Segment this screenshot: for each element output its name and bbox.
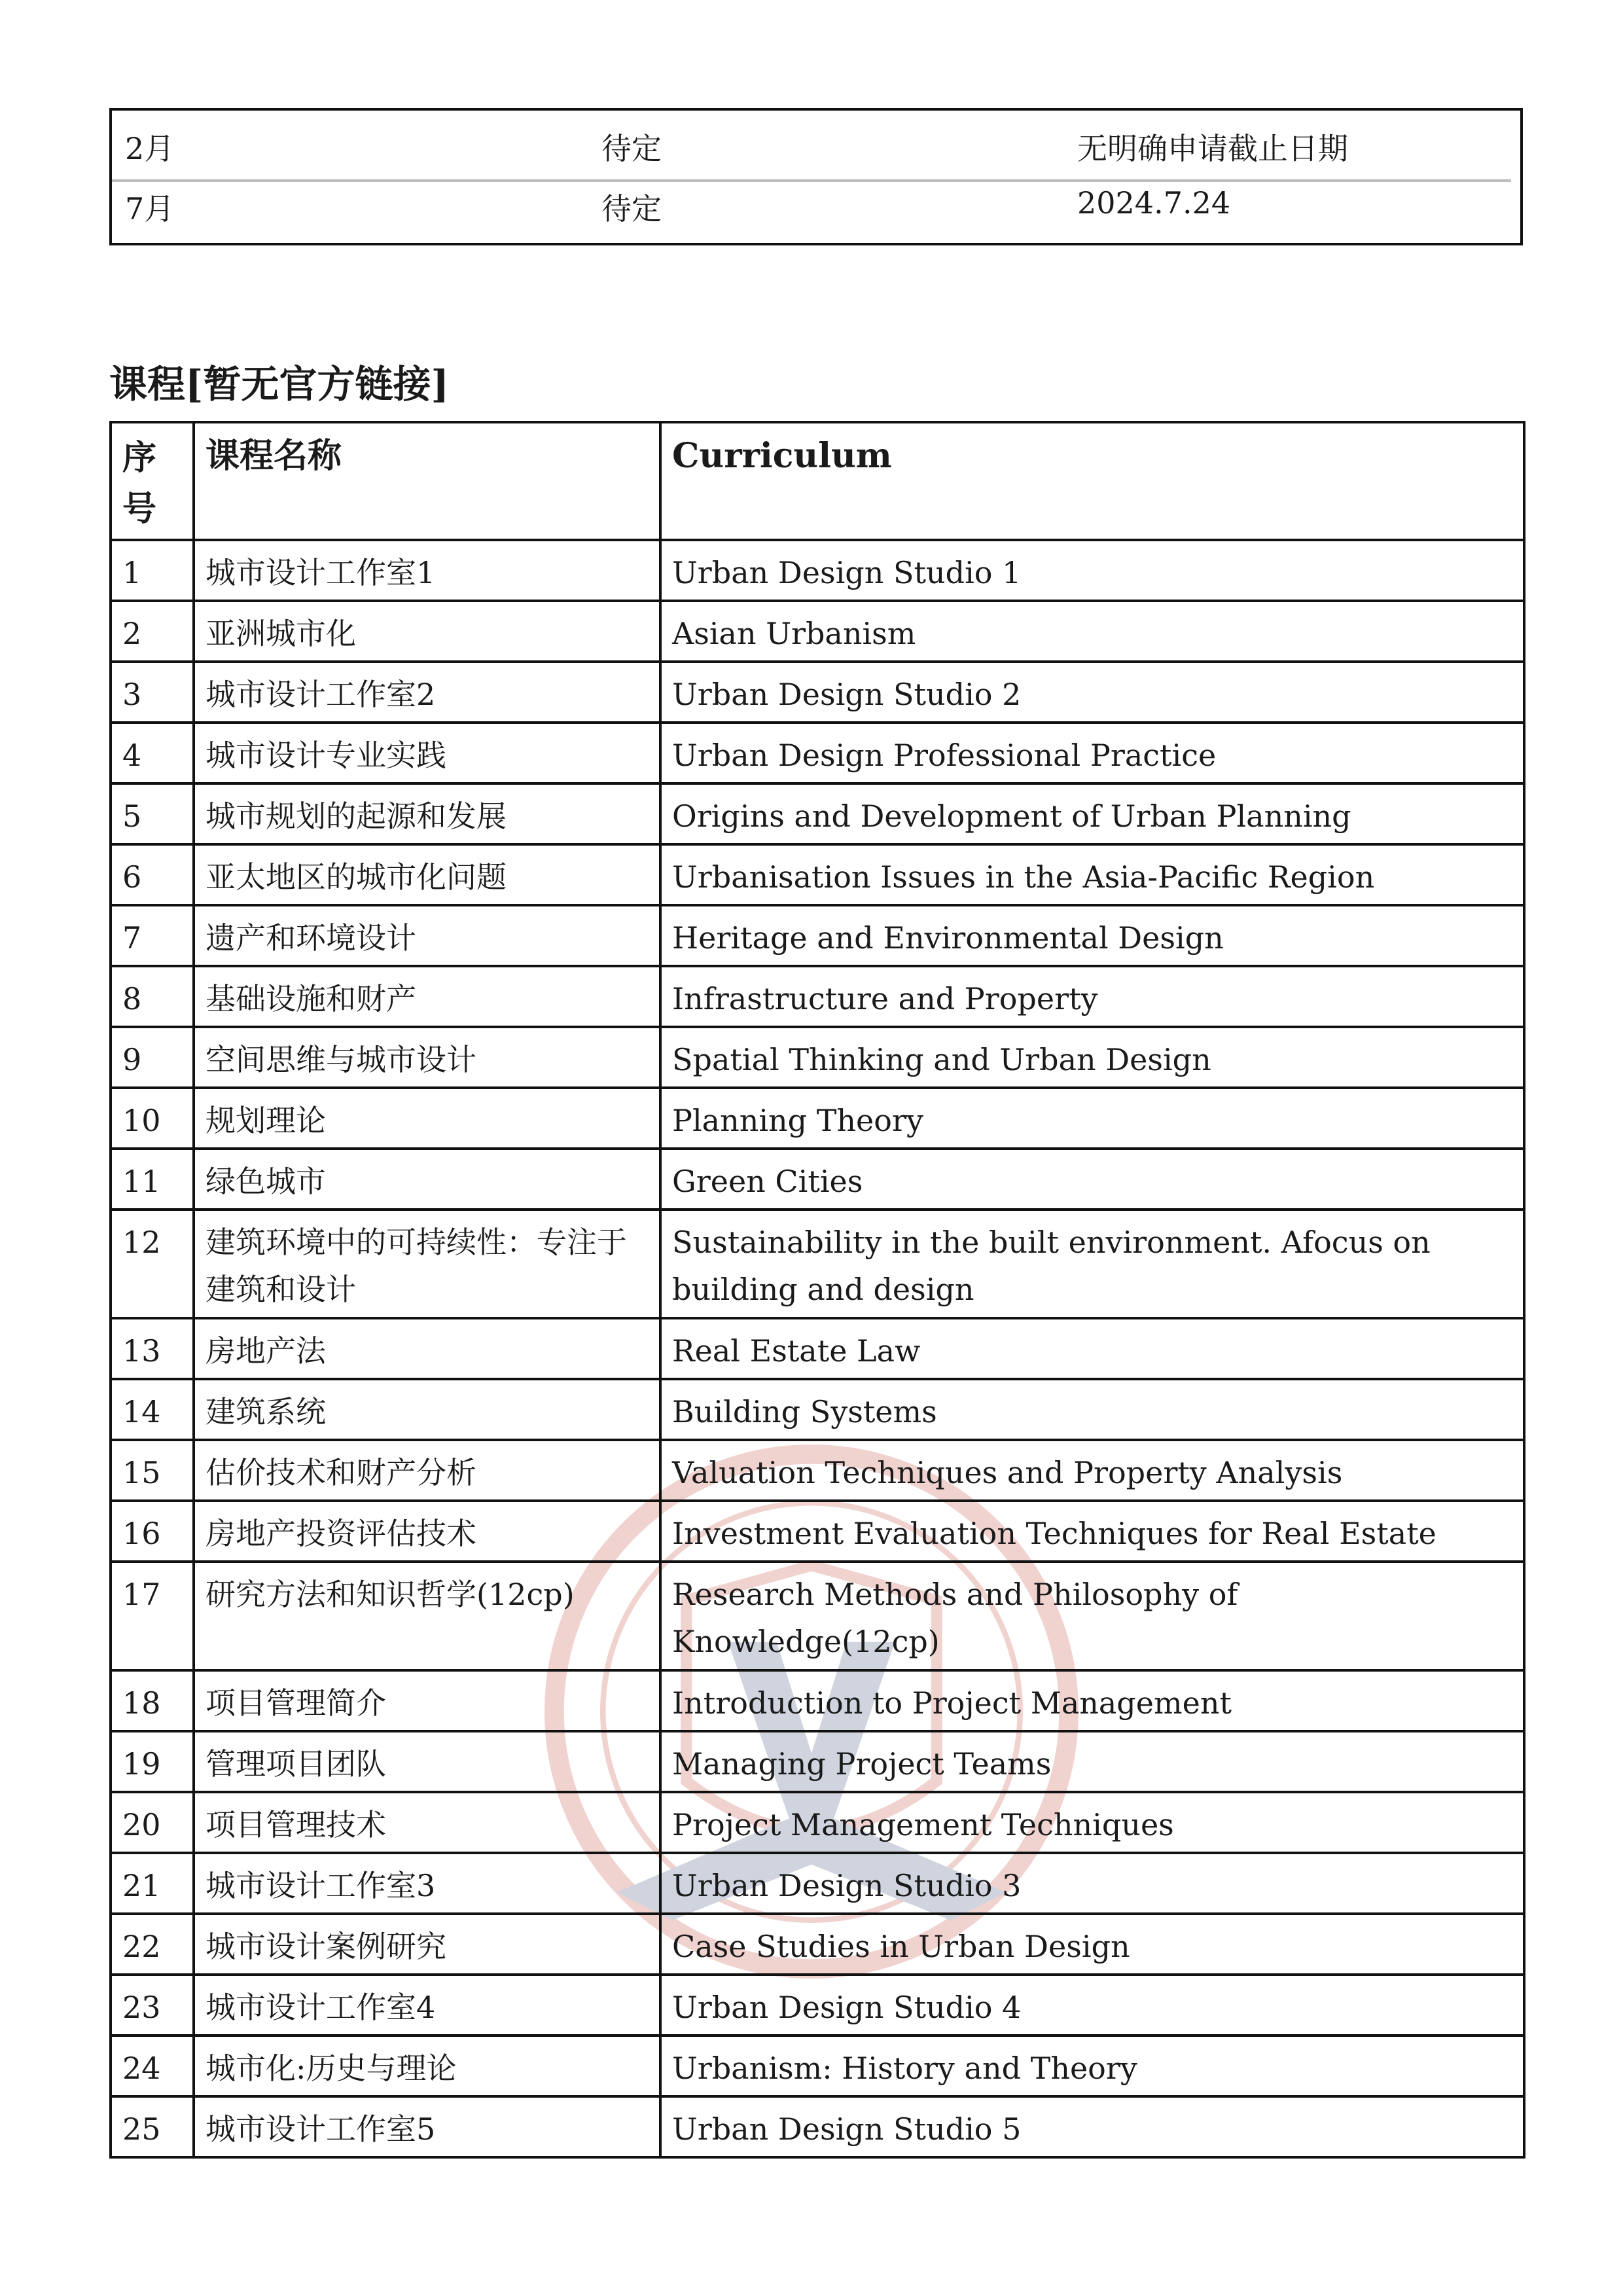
intake-row <box>112 111 1520 171</box>
course-name-cn: 项目管理简介 <box>194 1670 660 1731</box>
course-number: 21 <box>111 1853 194 1914</box>
course-row <box>111 1210 1524 1318</box>
course-number: 7 <box>111 905 194 966</box>
course-table-header <box>111 422 1524 540</box>
course-name-en: Urban Design Studio 2 <box>660 662 1524 723</box>
course-row <box>111 601 1524 662</box>
course-row <box>111 1853 1524 1914</box>
course-name-en: Managing Project Teams <box>660 1731 1524 1792</box>
course-name-en: Urban Design Studio 3 <box>660 1853 1524 1914</box>
course-number: 17 <box>111 1562 194 1670</box>
course-name-cn: 房地产投资评估技术 <box>194 1501 660 1562</box>
course-number: 8 <box>111 966 194 1027</box>
course-name-cn: 城市设计工作室2 <box>194 662 660 723</box>
course-number: 9 <box>111 1027 194 1088</box>
course-name-en: Urban Design Professional Practice <box>660 723 1524 783</box>
course-row <box>111 905 1524 966</box>
course-number: 16 <box>111 1501 194 1562</box>
course-name-en: Urban Design Studio 5 <box>660 2096 1524 2157</box>
intake-month: 2月 <box>125 131 175 166</box>
course-number: 5 <box>111 783 194 844</box>
course-name-cn: 研究方法和知识哲学(12cp) <box>194 1562 660 1670</box>
course-number: 22 <box>111 1914 194 1975</box>
course-row <box>111 1027 1524 1088</box>
course-number: 10 <box>111 1088 194 1149</box>
course-row <box>111 783 1524 844</box>
course-name-en: Urban Design Studio 4 <box>660 1975 1524 2036</box>
course-number: 23 <box>111 1975 194 2036</box>
course-name-cn: 估价技术和财产分析 <box>194 1440 660 1501</box>
course-name-cn: 空间思维与城市设计 <box>194 1027 660 1088</box>
course-number: 14 <box>111 1379 194 1440</box>
course-row <box>111 662 1524 723</box>
intake-table <box>109 108 1523 245</box>
course-row <box>111 2036 1524 2096</box>
course-name-en: Real Estate Law <box>660 1318 1524 1379</box>
course-number: 13 <box>111 1318 194 1379</box>
header-chinese-name: 课程名称 <box>194 422 660 540</box>
course-number: 15 <box>111 1440 194 1501</box>
course-row <box>111 1149 1524 1210</box>
course-name-cn: 建筑环境中的可持续性：专注于建筑和设计 <box>194 1210 660 1318</box>
course-row <box>111 1562 1524 1670</box>
course-row <box>111 966 1524 1027</box>
course-number: 24 <box>111 2036 194 2096</box>
course-row <box>111 1975 1524 2036</box>
course-name-cn: 城市规划的起源和发展 <box>194 783 660 844</box>
course-name-en: Asian Urbanism <box>660 601 1524 662</box>
course-row <box>111 1670 1524 1731</box>
intake-month: 7月 <box>125 191 175 226</box>
course-name-en: Sustainability in the built environment. Afocus on building and design <box>660 1210 1524 1318</box>
course-name-cn: 城市设计工作室1 <box>194 540 660 601</box>
course-name-cn: 绿色城市 <box>194 1149 660 1210</box>
course-name-en: Valuation Techniques and Property Analysis <box>660 1440 1524 1501</box>
course-name-en: Green Cities <box>660 1149 1524 1210</box>
course-number: 3 <box>111 662 194 723</box>
course-number: 19 <box>111 1731 194 1792</box>
course-name-en: Urbanism: History and Theory <box>660 2036 1524 2096</box>
course-name-en: Investment Evaluation Techniques for Real Estate <box>660 1501 1524 1562</box>
course-name-cn: 遗产和环境设计 <box>194 905 660 966</box>
course-number: 2 <box>111 601 194 662</box>
course-name-cn: 亚洲城市化 <box>194 601 660 662</box>
course-row <box>111 540 1524 601</box>
course-name-cn: 城市设计工作室5 <box>194 2096 660 2157</box>
course-row <box>111 1792 1524 1853</box>
course-number: 18 <box>111 1670 194 1731</box>
course-row <box>111 1088 1524 1149</box>
course-name-en: Heritage and Environmental Design <box>660 905 1524 966</box>
course-name-cn: 建筑系统 <box>194 1379 660 1440</box>
course-row <box>111 1440 1524 1501</box>
course-number: 6 <box>111 844 194 905</box>
intake-status: 待定 <box>601 191 662 226</box>
course-number: 1 <box>111 540 194 601</box>
course-number: 20 <box>111 1792 194 1853</box>
header-curriculum: Curriculum <box>660 422 1524 540</box>
course-name-cn: 项目管理技术 <box>194 1792 660 1853</box>
course-row <box>111 844 1524 905</box>
course-number: 12 <box>111 1210 194 1318</box>
intake-deadline: 2024.7.24 <box>1077 185 1231 221</box>
course-name-cn: 城市设计案例研究 <box>194 1914 660 1975</box>
section-title: 课程[暂无官方链接] <box>109 362 449 406</box>
course-row <box>111 1914 1524 1975</box>
intake-status: 待定 <box>601 131 662 166</box>
course-number: 11 <box>111 1149 194 1210</box>
course-name-cn: 亚太地区的城市化问题 <box>194 844 660 905</box>
course-name-en: Building Systems <box>660 1379 1524 1440</box>
course-row <box>111 1318 1524 1379</box>
course-name-en: Case Studies in Urban Design <box>660 1914 1524 1975</box>
course-name-cn: 城市设计专业实践 <box>194 723 660 783</box>
course-row <box>111 2096 1524 2157</box>
course-name-cn: 城市化:历史与理论 <box>194 2036 660 2096</box>
course-name-cn: 城市设计工作室4 <box>194 1975 660 2036</box>
course-name-cn: 规划理论 <box>194 1088 660 1149</box>
course-name-cn: 房地产法 <box>194 1318 660 1379</box>
course-name-en: Project Management Techniques <box>660 1792 1524 1853</box>
course-row <box>111 1501 1524 1562</box>
course-row <box>111 1731 1524 1792</box>
course-number: 4 <box>111 723 194 783</box>
course-name-en: Spatial Thinking and Urban Design <box>660 1027 1524 1088</box>
course-name-en: Infrastructure and Property <box>660 966 1524 1027</box>
course-name-en: Urbanisation Issues in the Asia-Pacific Region <box>660 844 1524 905</box>
course-row <box>111 1379 1524 1440</box>
course-name-en: Introduction to Project Management <box>660 1670 1524 1731</box>
header-number: 序号 <box>111 422 194 540</box>
course-name-en: Research Methods and Philosophy of Knowledge(12cp) <box>660 1562 1524 1670</box>
course-name-cn: 城市设计工作室3 <box>194 1853 660 1914</box>
course-name-cn: 管理项目团队 <box>194 1731 660 1792</box>
intake-row <box>112 171 1520 231</box>
course-name-en: Planning Theory <box>660 1088 1524 1149</box>
course-number: 25 <box>111 2096 194 2157</box>
course-name-en: Urban Design Studio 1 <box>660 540 1524 601</box>
intake-deadline: 无明确申请截止日期 <box>1077 131 1348 166</box>
course-table <box>109 421 1525 2159</box>
course-row <box>111 723 1524 783</box>
course-name-en: Origins and Development of Urban Planning <box>660 783 1524 844</box>
course-name-cn: 基础设施和财产 <box>194 966 660 1027</box>
